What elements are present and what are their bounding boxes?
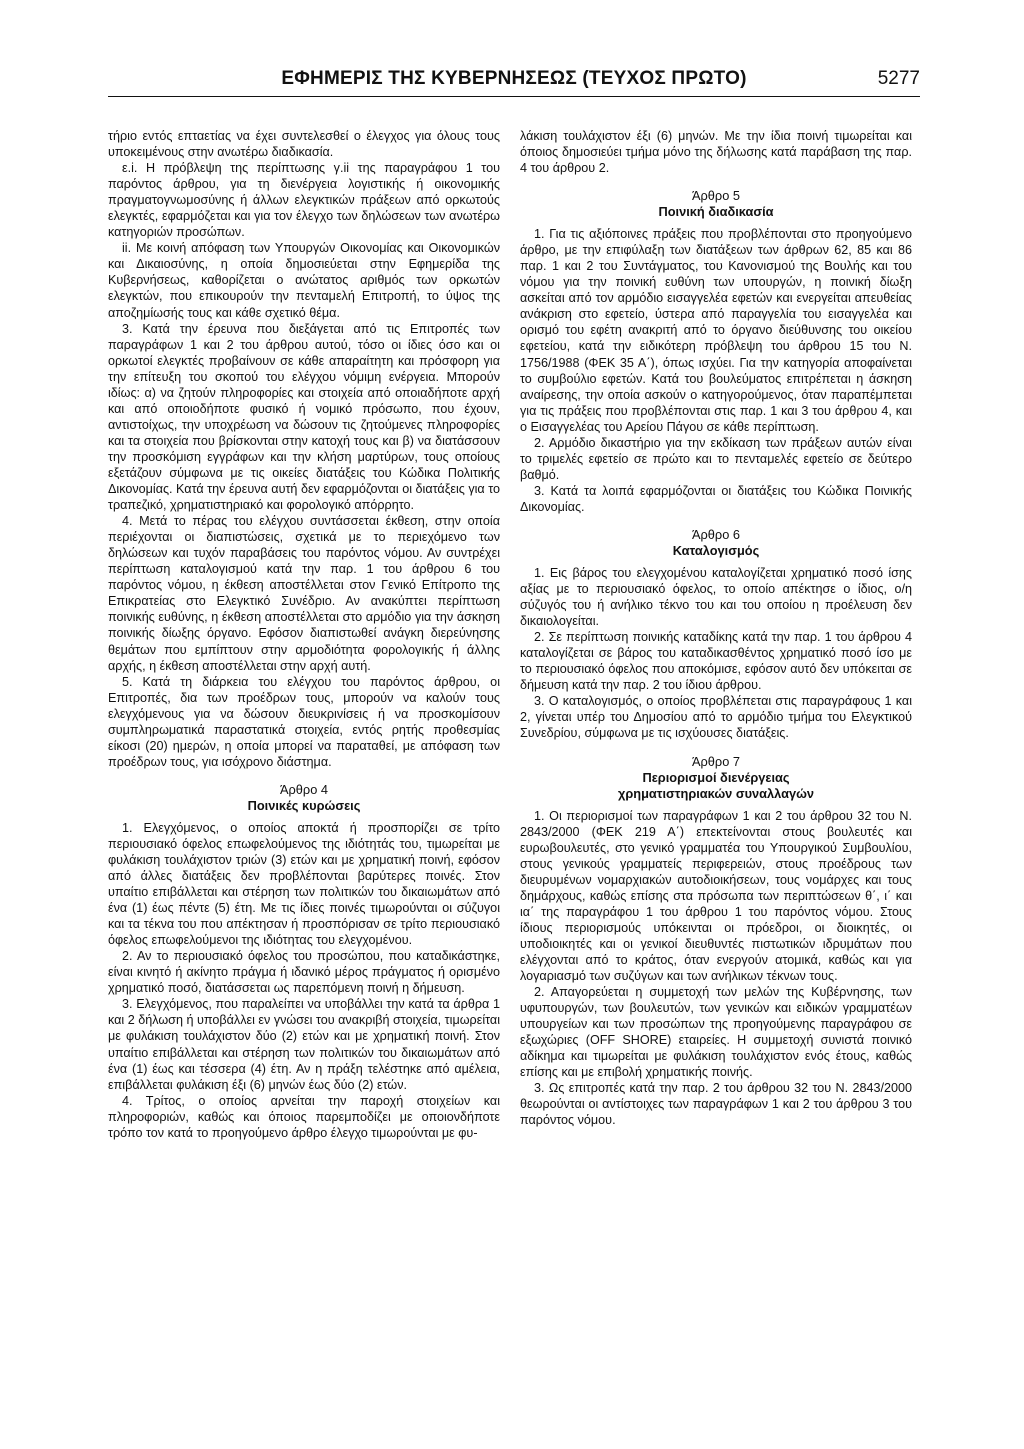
paragraph: 1. Για τις αξιόποινες πράξεις που προβλέπονται στο προηγούμενο άρθρο, με την επιφύλαξη των διατάξεων των άρθρων 62, 85 και 86 παρ. 1 και 2 του Συντάγματος, του Κανονισμού της Βουλής και του νόμου για την ποινική ευθύνη των υπουργών, η ποινική δίωξη ασκείται από τον αρμόδιο εισαγγελέα εφετών και ενεργείται απευθείας ανάκριση στο εφετείο, ύστερα από παραγγελία του εισαγγελέα και ορισμό του εφέτη ανακριτή από το όργανο διεύθυνσης του οικείου εφετείου, κατά την ειδικότερη πρόβλεψη του άρθρου 15 του Ν. 1756/1988 (ΦΕΚ 35 Α΄), όπως ισχύει. Για την κατηγορία αποφαίνεται το συμβούλιο εφετών. Κατά του βουλεύματος επιτρέπεται η άσκηση αναίρεσης, την οποία ασκούν ο κατηγορούμενος, όταν παραπέμπεται για τις πράξεις που προβλέπονται στις παρ. 1 και 3 του άρθρου 4, και ο Εισαγγελέας του Αρείου Πάγου σε κάθε περίπτωση. — [520, 227, 912, 434]
article-title-line-1: Περιορισμοί διενέργειας — [642, 769, 790, 785]
article-title: Καταλογισμός — [672, 542, 760, 558]
article-title-line-2: χρηματιστηριακών συναλλαγών — [617, 785, 815, 801]
paragraph: 3. Κατά τα λοιπά εφαρμόζονται οι διατάξεις του Κώδικα Ποινικής Δικονομίας. — [520, 483, 912, 514]
paragraph: 3. Ελεγχόμενος, που παραλείπει να υποβάλλει την κατά τα άρθρα 1 και 2 δήλωση ή υποβάλλει εν γνώσει του ανακριβή στοιχεία, τιμωρείται με φυλάκιση τουλάχιστον δύο (2) ετών και με χρηματική ποινή. Στον υπαίτιο επιβάλλεται και στέρηση των πολιτικών του δικαιωμάτων από ένα (1) έως και τέσσερα (4) έτη. Αν η πράξη τελέστηκε από αμέλεια, επιβάλλεται φυλάκιση έξι (6) μηνών έως δύο (2) ετών. — [108, 997, 500, 1092]
paragraph: 4. Μετά το πέρας του ελέγχου συντάσσεται έκθεση, στην οποία περιέχονται οι διαπιστώσεις, σχετικά με το περιεχόμενο των δηλώσεων και τυχόν παραβάσεις του παρόντος νόμου. Αν συντρέχει περίπτωση καταλογισμού κατά την παρ. 1 του άρθρου 6 του παρόντος νόμου, η έκθεση αποστέλλεται στον Γενικό Επίτροπο της Επικρατείας στο Ελεγκτικό Συνέδριο. Αν ανακύπτει περίπτωση ποινικής ευθύνης, η έκθεση αποστέλλεται στο αρμόδιο για την άσκηση ποινικής δίωξης όργανο. Εφόσον διαπιστωθεί ανάγκη διερεύνησης θεμάτων που εμπίπτουν στην αρμοδιότητα φορολογικής ή άλλης αρχής, η έκθεση αποστέλλεται στην αρχή αυτή. — [108, 514, 500, 673]
paragraph: 1. Οι περιορισμοί των παραγράφων 1 και 2 του άρθρου 32 του Ν. 2843/2000 (ΦΕΚ 219 Α΄) επεκτείνονται στους βουλευτές και ευρωβουλευτές, στο γενικό γραμματέα του Υπουργικού Συμβουλίου, στους γενικούς γραμματείς περιφερειών, στους προέδρους των διευρυμένων νομαρχιακών αυτοδιοικήσεων, τους νομάρχες και τους δημάρχους, καθώς επίσης στα πρόσωπα των περιπτώσεων θ΄, ι΄ και ια΄ της παραγράφου 1 του άρθρου 1 του παρόντος νόμου. Στους ίδιους περιορισμούς υπόκεινται οι πρόεδροι, οι διοικητές, οι υποδιοικητές και οι γενικοί διευθυντές πιστωτικών ιδρυμάτων που ελέγχονται από το κράτος, όταν ενεργούν ατομικά, καθώς και για λογαριασμό των συζύγων και των ανήλικων τέκνων τους. — [520, 808, 912, 983]
paragraph: 2. Αν το περιουσιακό όφελος του προσώπου, που καταδικάστηκε, είναι κινητό ή ακίνητο πράγμα ή ιδανικό μέρος πράγματος ή ορισμένο χρηματικό ποσό, διατάσσεται ως παρεπόμενη ποινή η δήμευση. — [108, 949, 500, 996]
article-number: Άρθρο 5 — [691, 188, 740, 204]
article-title: Ποινική διαδικασία — [658, 204, 774, 220]
paragraph: 5. Κατά τη διάρκεια του ελέγχου του παρόντος άρθρου, οι Επιτροπές, δια των προέδρων τους, μπορούν να καλούν τους ελεγχόμενους για να δώσουν διευκρινίσεις ή να προσκομίσουν συμπληρωματικά παραστατικά στοιχεία, εντός ρητής προθεσμίας είκοσι (20) ημερών, η οποία μπορεί να παραταθεί, με απόφαση των προέδρων τους, για ισόχρονο διάστημα. — [108, 674, 500, 769]
paragraph: 2. Απαγορεύεται η συμμετοχή των μελών της Κυβέρνησης, των υφυπουργών, των βουλευτών, των γενικών και ειδικών γραμματέων υπουργείων και των προσώπων της προηγούμενης παραγράφου σε εξωχώριες (OFF SHORE) εταιρείες. Η συμμετοχή συνιστά ποινικό αδίκημα και τιμωρείται με φυλάκιση τουλάχιστον ενός έτους, καθώς επίσης και με επιβολή χρηματικής ποινής. — [520, 985, 912, 1080]
article-number: Άρθρο 4 — [279, 781, 328, 797]
paragraph: 2. Σε περίπτωση ποινικής καταδίκης κατά την παρ. 1 του άρθρου 4 καταλογίζεται σε βάρος του καταδικασθέντος χρηματικό ποσό ίσο με το περιουσιακό όφελος που αποκόμισε, εφόσον αυτό δεν υπόκειται σε δήμευση κατά την παρ. 2 του ίδιου άρθρου. — [520, 630, 912, 693]
paragraph: 3. Ο καταλογισμός, ο οποίος προβλέπεται στις παραγράφους 1 και 2, γίνεται υπέρ του Δημοσίου από το αρμόδιο τμήμα του Ελεγκτικού Συνεδρίου, σύμφωνα με τις ισχύουσες διατάξεις. — [520, 694, 912, 741]
paragraph: τήριο εντός επταετίας να έχει συντελεσθεί ο έλεγχος για όλους τους υποκειμένους στην ανωτέρω διαδικασία. — [108, 129, 500, 160]
paragraph: 4. Τρίτος, ο οποίος αρνείται την παροχή στοιχείων και πληροφοριών, καθώς και όποιος παρεμποδίζει με οποιονδήποτε τρόπο τον κατά το προηγούμενο άρθρο έλεγχο τιμωρούνται με φυ- — [108, 1093, 500, 1140]
article-5-heading — [520, 188, 912, 220]
paragraph: 3. Κατά την έρευνα που διεξάγεται από τις Επιτροπές των παραγράφων 1 και 2 του άρθρου αυτού, τόσο οι ίδιες όσο και οι ορκωτοί ελεγκτές προβαίνουν σε κάθε απαραίτητη και πρόσφορη για την επίτευξη του σκοπού του ελέγχου νόμιμη ενέργεια. Μπορούν ιδίως: α) να ζητούν πληροφορίες και στοιχεία από οποιαδήποτε αρχή και από οποιοδήποτε φυσικό ή νομικό πρόσωπο, που έχουν, αντιστοίχως, την υποχρέωση να δώσουν τις ζητούμενες πληροφορίες και τα στοιχεία που βρίσκονται στην κατοχή τους και β) να διατάσσουν την προσκόμιση εγγράφων και την κλήση μαρτύρων, τους οποίους εξετάζουν σύμφωνα με τις οικείες διατάξεις του Κώδικα Πολιτικής Δικονομίας. Κατά την έρευνα αυτή δεν εφαρμόζονται οι διατάξεις για το τραπεζικό, χρηματιστηριακό και φορολογικό απόρρητο. — [108, 321, 500, 513]
article-6-heading — [520, 527, 912, 559]
article-4-heading — [108, 782, 500, 814]
paragraph: 2. Αρμόδιο δικαστήριο για την εκδίκαση των πράξεων αυτών είναι το τριμελές εφετείο σε πρώτο και το πενταμελές εφετείο σε δεύτερο βαθμό. — [520, 435, 912, 482]
paragraph: λάκιση τουλάχιστον έξι (6) μηνών. Με την ίδια ποινή τιμωρείται και όποιος δημοσιεύει τμήμα μόνο της δήλωσης κατά παράβαση της παρ. 4 του άρθρου 2. — [520, 129, 912, 176]
article-number: Άρθρο 6 — [691, 526, 740, 542]
paragraph: 1. Ελεγχόμενος, ο οποίος αποκτά ή προσπορίζει σε τρίτο περιουσιακό όφελος επωφελούμενος της ιδιότητάς του, τιμωρείται με φυλάκιση τουλάχιστον τριών (3) ετών και με χρηματική ποινή, εφόσον από άλλες διατάξεις δεν προβλέπονται βαρύτερες ποινές. Στον υπαίτιο επιβάλλεται και στέρηση των πολιτικών του δικαιωμάτων από ένα (1) έως πέντε (5) έτη. Με τις ίδιες ποινές τιμωρούνται οι σύζυγοι και τα τέκνα του που απέκτησαν ή προσπόρισαν σε τρίτο περιουσιακό όφελος επωφελούμενοι της ιδιότητας του ελεγχομένου. — [108, 820, 500, 948]
article-7-heading — [520, 754, 912, 802]
article-number: Άρθρο 7 — [691, 753, 740, 769]
left-column — [108, 128, 500, 1141]
page-number: 5277 — [877, 68, 920, 89]
paragraph: ε.i. Η πρόβλεψη της περίπτωσης γ.ii της παραγράφου 1 του παρόντος άρθρου, για τη διενέργεια λογιστικής ή οικονομικής πραγματογνωμοσύνης ή άλλων ελεγκτικών πράξεων από ορκωτούς ελεγκτές, εφαρμόζεται και για τον έλεγχο των δηλώσεων των ανωτέρω κατηγοριών προσώπων. — [108, 161, 500, 240]
paragraph: 3. Ως επιτροπές κατά την παρ. 2 του άρθρου 32 του Ν. 2843/2000 θεωρούνται οι αντίστοιχες των παραγράφων 1 και 2 του άρθρου 3 του παρόντος νόμου. — [520, 1081, 912, 1128]
paragraph: ii. Με κοινή απόφαση των Υπουργών Οικονομίας και Οικονομικών και Δικαιοσύνης, η οποία δημοσιεύεται στην Εφημερίδα της Κυβερνήσεως, καθορίζεται ο ανώτατος αριθμός των ορκωτών ελεγκτών, που επικουρούν την πενταμελή Επιτροπή, το ύψος της αποζημίωσής τους και κάθε σχετικό θέμα. — [108, 241, 500, 320]
gazette-title: ΕΦΗΜΕΡΙΣ ΤΗΣ ΚΥΒΕΡΝΗΣΕΩΣ (ΤΕΥΧΟΣ ΠΡΩΤΟ) — [281, 68, 747, 89]
article-title: Ποινικές κυρώσεις — [247, 797, 361, 813]
page-header — [108, 66, 920, 97]
right-column — [520, 128, 912, 1128]
paragraph: 1. Εις βάρος του ελεγχομένου καταλογίζεται χρηματικό ποσό ίσης αξίας με το περιουσιακό όφελος, το οποίο απέκτησε ο ίδιος, ο/η σύζυγός του ή ανήλικο τέκνο του και του οποίου η προέλευση δεν δικαιολογείται. — [520, 565, 912, 629]
